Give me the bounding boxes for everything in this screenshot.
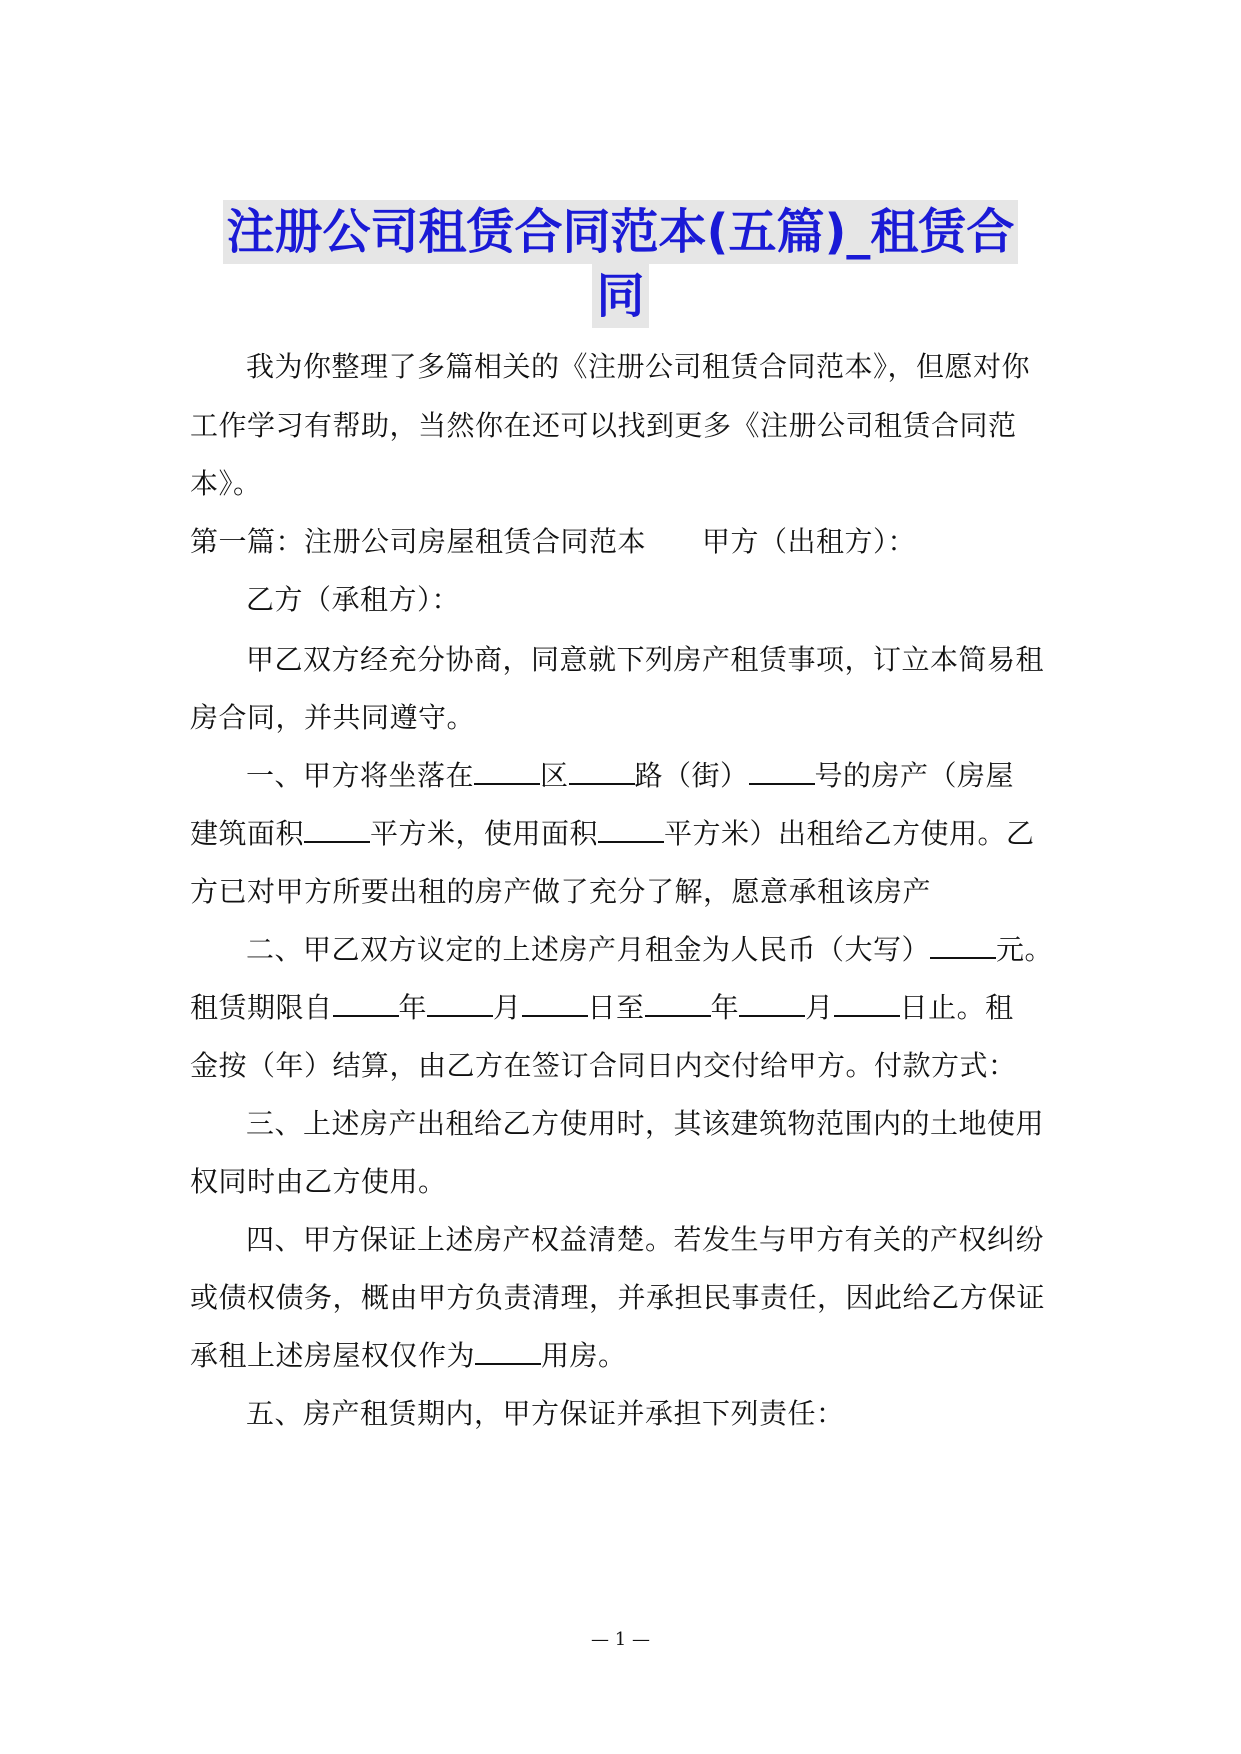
article-2-text: 月 xyxy=(805,991,834,1024)
title-line-1: 注册公司租赁合同范本(五篇)_租赁合 xyxy=(223,200,1019,264)
title-line-2: 同 xyxy=(592,264,648,328)
article-2-text: 租赁期限自 xyxy=(190,991,333,1024)
intro-line-2: 工作学习有帮助，当然你在还可以找到更多《注册公司租赁合同范 xyxy=(190,409,1017,442)
fill-blank xyxy=(930,935,996,959)
page-number: — 1 — xyxy=(591,1629,650,1650)
article-2-text: 元。 xyxy=(996,933,1054,966)
article-4-text: 承租上述房屋权仅作为 xyxy=(190,1339,476,1372)
article-1-text: 路（街） xyxy=(634,759,749,792)
article-5-line-1: 五、房产租赁期内，甲方保证并承担下列责任： xyxy=(246,1397,845,1430)
fill-blank xyxy=(333,993,399,1017)
article-3-line-2: 权同时由乙方使用。 xyxy=(190,1165,447,1198)
article-1-line-1 xyxy=(190,756,1126,796)
fill-blank xyxy=(474,761,540,785)
chapter-heading-row xyxy=(190,522,1070,562)
agreement-line-2: 房合同，并共同遵守。 xyxy=(190,701,476,734)
fill-blank xyxy=(598,819,664,843)
article-2-line-1 xyxy=(190,930,1126,970)
article-1-line-3: 方已对甲方所要出租的房产做了充分了解，愿意承租该房产 xyxy=(190,875,932,908)
intro-line-3: 本》。 xyxy=(190,467,262,500)
chapter-heading: 第一篇：注册公司房屋租赁合同范本 xyxy=(190,525,647,558)
fill-blank xyxy=(645,993,711,1017)
article-1-text: 区 xyxy=(540,759,569,792)
agreement-line-1: 甲乙双方经充分协商，同意就下列房产租赁事项，订立本简易租 xyxy=(246,643,1045,676)
article-3-line-1: 三、上述房产出租给乙方使用时，其该建筑物范围内的土地使用 xyxy=(246,1107,1045,1140)
party-b-label: 乙方（承租方）： xyxy=(246,583,461,616)
document-title xyxy=(0,200,1241,328)
fill-blank xyxy=(427,993,493,1017)
article-4-line-1: 四、甲方保证上述房产权益清楚。若发生与甲方有关的产权纠纷 xyxy=(246,1223,1045,1256)
fill-blank xyxy=(475,1341,541,1365)
fill-blank xyxy=(739,993,805,1017)
article-2-text: 日止。租 xyxy=(899,991,1014,1024)
article-1-text: 号的房产（房屋 xyxy=(814,759,1015,792)
article-2-text: 年 xyxy=(398,991,428,1024)
fill-blank xyxy=(522,993,588,1017)
fill-blank xyxy=(834,993,900,1017)
fill-blank xyxy=(749,761,815,785)
article-1-text: 平方米，使用面积 xyxy=(370,817,599,850)
article-4-line-2: 或债权债务，概由甲方负责清理，并承担民事责任，因此给乙方保证 xyxy=(190,1281,1046,1314)
article-4-line-3 xyxy=(190,1336,1070,1376)
article-2-text: 二、甲乙双方议定的上述房产月租金为人民币（大写） xyxy=(246,933,931,966)
article-4-text: 用房。 xyxy=(541,1339,627,1372)
article-2-line-3: 金按（年）结算，由乙方在签订合同日内交付给甲方。付款方式： xyxy=(190,1049,1017,1082)
article-1-text: 平方米）出租给乙方使用。乙 xyxy=(664,817,1035,850)
article-2-text: 月 xyxy=(493,991,522,1024)
article-1-line-2 xyxy=(190,814,1070,854)
intro-line-1: 我为你整理了多篇相关的《注册公司租赁合同范本》，但愿对你 xyxy=(246,350,1031,383)
article-2-text: 年 xyxy=(710,991,740,1024)
fill-blank xyxy=(304,819,370,843)
article-2-text: 日至 xyxy=(587,991,645,1024)
article-1-text: 一、甲方将坐落在 xyxy=(246,759,475,792)
article-1-text: 建筑面积 xyxy=(190,817,305,850)
fill-blank xyxy=(569,761,635,785)
article-2-line-2 xyxy=(190,988,1070,1028)
party-a-label: 甲方（出租方）： xyxy=(702,525,917,558)
